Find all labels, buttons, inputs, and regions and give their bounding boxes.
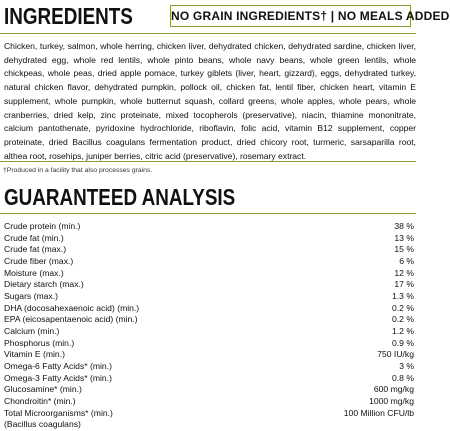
analysis-label-text: Dietary starch (max.) (4, 279, 84, 290)
analysis-label (4, 326, 59, 338)
analysis-value: 1.2 % (392, 325, 414, 336)
analysis-label-text: Crude protein (min.) (4, 221, 81, 231)
analysis-label (4, 408, 113, 431)
analysis-row (4, 384, 414, 396)
ingredients-header (0, 0, 450, 33)
analysis-label (4, 338, 74, 350)
ingredients-title: INGREDIENTS (4, 3, 133, 29)
analysis-row (4, 268, 414, 280)
analysis-row (4, 279, 414, 291)
ingredients-divider (0, 33, 416, 34)
analysis-label (4, 268, 64, 280)
analysis-value: 15 % (394, 244, 414, 255)
analysis-label (4, 314, 138, 326)
analysis-value: 3 % (399, 360, 414, 371)
analysis-value: 0.2 % (392, 314, 414, 325)
analysis-row (4, 373, 414, 385)
analysis-value: 13 % (394, 232, 414, 243)
analysis-label-subtext: (Bacillus coagulans) (4, 419, 81, 430)
analysis-value: 0.8 % (392, 372, 414, 383)
analysis-label (4, 233, 64, 245)
analysis-label (4, 384, 82, 396)
analysis-row (4, 408, 414, 431)
analysis-value: 1.3 % (392, 290, 414, 301)
analysis-label (4, 303, 139, 315)
analysis-row (4, 349, 414, 361)
analysis-label-text: Crude fiber (max.) (4, 255, 74, 266)
analysis-row (4, 314, 414, 326)
analysis-label (4, 256, 73, 268)
grain-footnote: †Produced in a facility that also processes grains. (3, 167, 153, 174)
analysis-label (4, 396, 76, 408)
analysis-label-text: Chondroitin* (min.) (4, 395, 76, 406)
analysis-value: 6 % (399, 255, 414, 266)
analysis-label (4, 279, 84, 291)
analysis-row (4, 221, 414, 233)
analysis-label-text: Total Microorganisms* (min.) (4, 407, 113, 418)
analysis-value: 600 mg/kg (373, 384, 414, 395)
analysis-label-text: Crude fat (min.) (4, 232, 64, 243)
analysis-value: 0.9 % (392, 337, 414, 348)
analysis-label (4, 291, 58, 303)
analysis-label-text: Vitamin E (min.) (4, 349, 65, 360)
analysis-row (4, 303, 414, 315)
analysis-label-text: Omega-6 Fatty Acids* (min.) (4, 360, 112, 371)
analysis-label-text: EPA (eicosapentaenoic acid) (min.) (4, 314, 138, 325)
analysis-label (4, 361, 112, 373)
analysis-label-text: Calcium (min.) (4, 325, 60, 336)
guaranteed-analysis-title: GUARANTEED ANALYSIS (4, 184, 236, 210)
analysis-value: 1000 mg/kg (369, 395, 414, 406)
analysis-row (4, 338, 414, 350)
analysis-value: 12 % (394, 267, 414, 278)
analysis-label (4, 244, 66, 256)
ingredients-bottom-divider (0, 161, 416, 162)
analysis-label (4, 221, 80, 233)
analysis-row (4, 326, 414, 338)
no-grain-badge: NO GRAIN INGREDIENTS† | NO MEALS ADDED (170, 5, 411, 27)
analysis-row (4, 396, 414, 408)
analysis-value: 100 Million CFU/lb (343, 407, 414, 418)
analysis-row (4, 291, 414, 303)
analysis-label-text: Glucosamine* (min.) (4, 384, 82, 395)
analysis-label-text: Crude fat (max.) (4, 244, 67, 255)
analysis-row (4, 233, 414, 245)
analysis-value: 750 IU/kg (377, 349, 414, 360)
analysis-value: 38 % (394, 221, 414, 231)
analysis-label-text: DHA (docosahexaenoic acid) (min.) (4, 302, 140, 313)
ingredients-list: Chicken, turkey, salmon, whole herring, chicken liver, dehydrated chicken, dehydrated sardine, chicken liver, dehydrated egg, whole red lentils, whole pinto beans, whole navy beans, whole green lentils, whole chickpeas, whole peas, dried apple pomace, turkey giblets (liver, heart, gizzard), eggs, dehydrated turkey, natural chicken flavor, dehydrated pumpkin, pollock oil, chicken fat, lentil fiber, chicken heart, vitamin E supplement, whole pumpkin, whole butternut squash, collard greens, whole apples, whole pears, whole cranberries, dried kelp, zinc proteinate, mixed tocopherols (preservative), niacin, thiamine mononitrate, calcium pantothenate, pyridoxine hydrochloride, riboflavin, folic acid, vitamin B12 supplement, copper proteinate, dried Bacillus coagulans fermentation product, dried chicory root, turmeric, sarsaparilla root, althea root, rosehips, juniper berries, citric acid (preservative), rosemary extract. (4, 41, 416, 161)
analysis-label (4, 373, 112, 385)
analysis-row (4, 244, 414, 256)
analysis-label-text: Omega-3 Fatty Acids* (min.) (4, 372, 112, 383)
analysis-label (4, 349, 65, 361)
analysis-table (4, 221, 414, 431)
analysis-divider (0, 213, 416, 214)
analysis-row (4, 256, 414, 268)
analysis-row (4, 361, 414, 373)
analysis-label-text: Moisture (max.) (4, 267, 64, 278)
analysis-label-text: Phosphorus (min.) (4, 337, 75, 348)
analysis-value: 17 % (394, 279, 414, 290)
analysis-value: 0.2 % (392, 302, 414, 313)
analysis-label-text: Sugars (max.) (4, 290, 58, 301)
